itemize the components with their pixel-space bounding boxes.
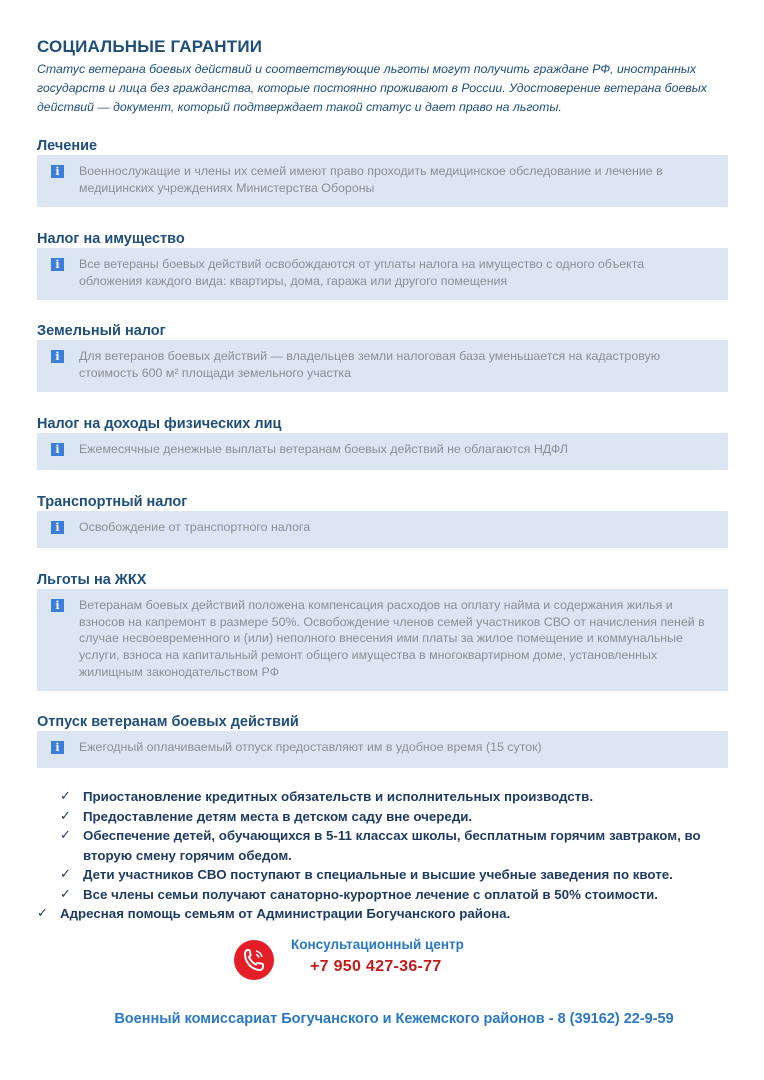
section-title-land-tax: Земельный налог — [37, 323, 166, 339]
info-icon: i — [51, 165, 64, 178]
consultation-phone[interactable]: +7 950 427-36-77 — [310, 958, 442, 975]
info-text: Освобождение от транспортного налога — [79, 520, 311, 534]
info-box-transport-tax — [37, 511, 728, 548]
section-title-property-tax: Налог на имущество — [37, 231, 185, 247]
info-icon: i — [51, 443, 64, 456]
check-icon: ✓ — [60, 789, 71, 804]
section-title-treatment: Лечение — [37, 138, 98, 154]
info-text: Ежегодный оплачиваемый отпуск предоставляют им в удобное время (15 суток) — [79, 740, 542, 754]
check-icon: ✓ — [60, 808, 71, 824]
info-text: Все ветераны боевых действий освобождаются от уплаты налога на имущество с одного объекта обложения каждого вида: квартиры, дома, гаража или другого помещения — [79, 257, 645, 288]
consultation-center-label: Консультационный центр — [291, 937, 464, 952]
info-box-land-tax — [37, 340, 728, 392]
check-icon: ✓ — [60, 828, 71, 843]
page-title: СОЦИАЛЬНЫЕ ГАРАНТИИ — [37, 37, 263, 56]
info-text: Военнослужащие и члены их семей имеют право проходить медицинское обследование и лечение в медицинских учреждениях Министерства Обороны — [79, 164, 663, 195]
info-icon: i — [51, 599, 64, 612]
info-icon: i — [51, 258, 64, 271]
info-box-income-tax — [37, 433, 728, 470]
check-icon: ✓ — [60, 886, 71, 902]
section-title-income-tax: Налог на доходы физических лиц — [37, 416, 282, 432]
section-title-transport-tax: Транспортный налог — [37, 494, 188, 510]
info-text: Для ветеранов боевых действий — владельцев земли налоговая база уменьшается на кадастровую стоимость 600 м² площади земельного участка — [79, 349, 661, 380]
check-item: ✓ Предоставление детям места в детском саду вне очереди. — [83, 807, 743, 827]
info-icon: i — [51, 350, 64, 363]
check-item: ✓ Обеспечение детей, обучающихся в 5-11 классах школы, бесплатным горячим завтраком, во вторую смену горячим обедом. — [60, 828, 701, 863]
info-text: Ежемесячные денежные выплаты ветеранам боевых действий не облагаются НДФЛ — [79, 442, 569, 456]
check-item: ✓ Адресная помощь семьям от Администрации Богучанского района. — [60, 904, 740, 924]
info-box-vacation — [37, 731, 728, 768]
check-item: ✓ Дети участников СВО поступают в специальные и высшие учебные заведения по квоте. — [83, 865, 743, 885]
check-icon: ✓ — [37, 906, 48, 921]
footer-contact: Военный комиссариат Богучанского и Кежемского районов - 8 (39162) 22-9-59 — [114, 1011, 674, 1027]
section-title-housing: Льготы на ЖКХ — [37, 572, 147, 588]
info-text: Ветеранам боевых действий положена компенсация расходов на оплату найма и содержания жилья и взносов на капремонт в размере 50%. Освобождение членов семей участников СВО от начисления пеней в случае несвоевременного и (или) неполного внесения ими платы за жилое помещение и коммунальные услуги, взноса на капитальный ремонт общего имущества в многоквартирном доме, установленных жилищным законодательством РФ — [79, 598, 705, 679]
check-icon: ✓ — [60, 867, 71, 882]
check-item: ✓ Все члены семьи получают санаторно-курортное лечение с оплатой в 50% стоимости. — [83, 885, 743, 905]
info-box-treatment — [37, 155, 728, 207]
info-icon: i — [51, 521, 64, 534]
info-icon: i — [51, 741, 64, 754]
check-item: ✓ Приостановление кредитных обязательств и исполнительных производств. — [83, 787, 743, 807]
phone-icon — [234, 940, 274, 980]
info-box-property-tax — [37, 248, 728, 300]
section-title-vacation: Отпуск ветеранам боевых действий — [37, 714, 299, 730]
intro-text: Статус ветерана боевых действий и соответствующие льготы могут получить граждане РФ, иностранных государств и лица без гражданства, которые постоянно проживают в России. Удостоверение ветерана боевых действий — документ, который подтверждает такой статус и дает право на льготы. — [37, 62, 707, 114]
info-box-housing — [37, 589, 728, 691]
